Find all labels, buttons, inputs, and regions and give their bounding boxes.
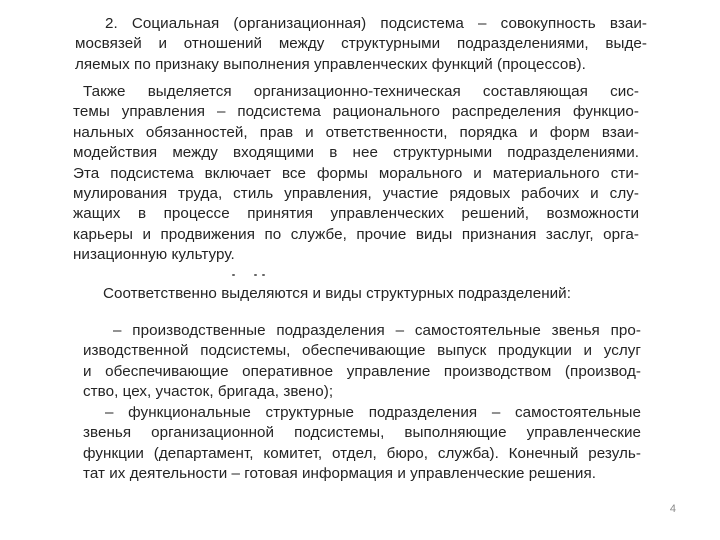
text-line: низационную культуру. bbox=[73, 246, 235, 264]
scan-artifact bbox=[232, 272, 292, 280]
text-line: функции (департамент, комитет, отдел, бюро, служба). Конечный резуль- bbox=[83, 444, 641, 462]
text-line: звенья организационной подсистемы, выполняющие управленческие bbox=[83, 424, 641, 442]
paragraph-org-technical-component bbox=[73, 82, 639, 266]
text-line: темы управления – подсистема рационального распределения функцио- bbox=[73, 103, 639, 121]
paragraph-social-subsystem bbox=[75, 14, 647, 75]
paragraph-subdivision-types-intro bbox=[103, 284, 603, 304]
text-line: ство, цех, участок, бригада, звено); bbox=[83, 383, 334, 401]
text-line: Также выделяется организационно-техническая составляющая сис- bbox=[83, 83, 639, 100]
text-line: Соответственно выделяются и виды структурных подразделений: bbox=[103, 285, 571, 302]
page-number: 4 bbox=[669, 503, 676, 515]
text-line: – функциональные структурные подразделения – самостоятельные bbox=[105, 404, 641, 421]
text-line: жащих в процессе принятия управленческих решений, возможности bbox=[73, 205, 639, 223]
text-line: мулирования труда, стиль управления, участие рядовых рабочих и слу- bbox=[73, 185, 639, 203]
list-item-production-subdivisions bbox=[83, 321, 641, 403]
list-item-functional-subdivisions bbox=[83, 403, 641, 485]
text-line: модействия между входящими в нее структурными подразделениями. bbox=[73, 144, 639, 162]
text-line: – производственные подразделения – самостоятельные звенья про- bbox=[113, 322, 641, 339]
text-line: изводственной подсистемы, обеспечивающие выпуск продукции и услуг bbox=[83, 342, 641, 360]
text-line: тат их деятельности – готовая информация и управленческие решения. bbox=[83, 465, 596, 483]
text-line: Эта подсистема включает все формы морального и материального сти- bbox=[73, 164, 639, 182]
text-line: и обеспечивающие оперативное управление производством (производ- bbox=[83, 362, 641, 380]
text-line: нальных обязанностей, прав и ответственности, порядка и форм взаи- bbox=[73, 123, 639, 141]
text-line: 2. Социальная (организационная) подсистема – совокупность взаи- bbox=[105, 15, 647, 32]
text-line: мосвязей и отношений между структурными подразделениями, выде- bbox=[75, 35, 647, 53]
text-line: ляемых по признаку выполнения управленческих функций (процессов). bbox=[75, 55, 586, 73]
text-line: карьеры и продвижения по службе, прочие виды признания заслуг, орга- bbox=[73, 225, 639, 243]
